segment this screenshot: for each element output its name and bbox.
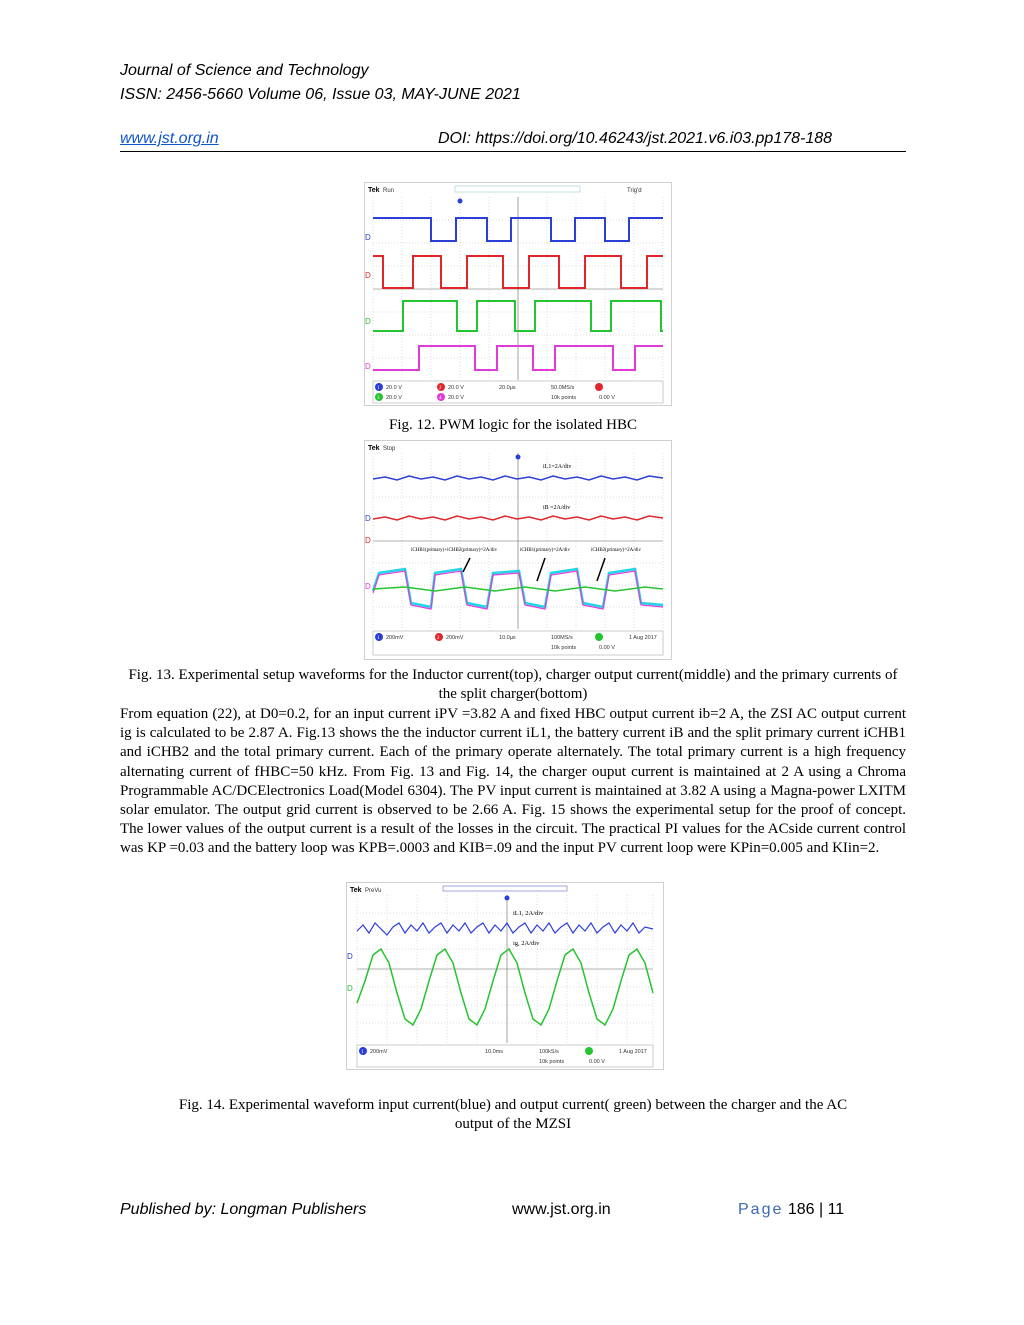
doi-line: DOI: https://doi.org/10.46243/jst.2021.v6.i03.pp178-188 — [438, 130, 833, 147]
footer-publisher: Published by: Longman Publishers — [120, 1201, 367, 1218]
fig13-rate: 100MS/s — [551, 635, 573, 641]
fig13-time: 10.0µs — [499, 635, 516, 641]
fig14-trigval: 0.00 V — [589, 1059, 605, 1065]
fig13-label-chb1: iCHB1(primary)=2A/div — [520, 548, 571, 553]
fig14-date: 1 Aug 2017 — [619, 1049, 647, 1055]
fig12-ch1: 20.0 V — [386, 385, 402, 391]
svg-text:4: 4 — [439, 396, 442, 401]
fig14-caption-line1: Fig. 14. Experimental waveform input current(blue) and output current( green) between the charger and the AC — [178, 1097, 848, 1113]
svg-text:2: 2 — [439, 386, 442, 391]
svg-text:D: D — [365, 582, 371, 591]
fig12-brand: Tek — [368, 187, 380, 194]
footer-page-number: 186 | 11 — [787, 1201, 845, 1218]
fig14-brand: Tek — [350, 887, 362, 894]
svg-text:D: D — [347, 952, 353, 961]
fig12-caption: Fig. 12. PWM logic for the isolated HBC — [389, 417, 637, 433]
journal-title: Journal of Science and Technology — [120, 62, 369, 79]
fig14-label-ig: ig, 2A/div — [513, 940, 540, 947]
fig14-caption-line2: output of the MZSI — [454, 1116, 572, 1132]
fig13-date: 1 Aug 2017 — [629, 635, 657, 641]
website-link[interactable]: www.jst.org.in — [120, 130, 219, 147]
svg-text:1: 1 — [377, 636, 380, 641]
fig14-ch1: 200mV — [370, 1049, 388, 1055]
fig14-rate: 100kS/s — [539, 1049, 559, 1055]
footer-page — [738, 1201, 844, 1219]
svg-text:1: 1 — [361, 1050, 364, 1055]
fig13-oscilloscope — [364, 440, 672, 660]
svg-text:3: 3 — [377, 396, 380, 401]
fig12-oscilloscope — [364, 182, 672, 406]
fig14-image — [347, 883, 663, 1069]
fig12-rate: 50.0MS/s — [551, 385, 575, 391]
fig13-image — [365, 441, 671, 659]
fig13-label-il1: iL1=2A/div — [543, 464, 572, 470]
fig14-points: 10k points — [539, 1059, 565, 1065]
svg-text:1: 1 — [377, 386, 380, 391]
fig13-label-ib: iB =2A/div — [543, 505, 571, 511]
header-rule — [120, 151, 906, 152]
fig13-ch1: 200mV — [386, 635, 404, 641]
issn-line: ISSN: 2456-5660 Volume 06, Issue 03, MAY-JUNE 2021 — [120, 86, 521, 103]
fig13-caption: Fig. 13. Experimental setup waveforms for the Inductor current(top), charger output current(middle) and the primary currents of the split charger(bottom) — [128, 667, 898, 702]
fig12-trigval: 0.00 V — [599, 395, 615, 401]
fig12-run: Run — [383, 188, 395, 194]
fig12-ch4: 20.0 V — [448, 395, 464, 401]
fig12-image — [365, 183, 671, 405]
fig13-ch2: 200mV — [446, 635, 464, 641]
fig13-label-chb2: iCHB2(primary)=2A/div — [591, 548, 642, 553]
svg-text:2: 2 — [437, 636, 440, 641]
fig13-points: 10k points — [551, 645, 577, 651]
fig12-ch3: 20.0 V — [386, 395, 402, 401]
svg-text:D: D — [365, 233, 371, 242]
fig13-trigval: 0.00 V — [599, 645, 615, 651]
footer-page-word: Page — [738, 1201, 784, 1218]
fig14-prevu: PreVu — [365, 888, 382, 894]
fig14-label-il1: iL1, 2A/div — [513, 910, 544, 917]
fig14-time: 10.0ms — [485, 1049, 504, 1055]
fig14-oscilloscope — [346, 882, 664, 1070]
fig13-stop: Stop — [383, 446, 396, 452]
footer-website[interactable]: www.jst.org.in — [512, 1201, 611, 1218]
fig12-points: 10k points — [551, 395, 577, 401]
svg-text:D: D — [365, 317, 371, 326]
body-paragraph: From equation (22), at D0=0.2, for an input current iPV =3.82 A and fixed HBC output current ib=2 A, the ZSI AC output current ig is calculated to be 2.87 A. Fig.13 shows the the inductor current iL1, the battery current iB and the split primary current iCHB1 and iCHB2 and the total primary current. Each of the primary operate alternately. The total primary current is a high frequency alternating current of fHBC=50 kHz. From Fig. 13 and Fig. 14, the charger ouput current is maintained at 2 A using a Chroma Programmable AC/DCElectronics Load(Model 6304). The PV input current is maintained at 3.82 A using a Magna-power LXITM solar emulator. The output grid current is observed to be 2.66 A. Fig. 15 shows the experimental setup for the proof of concept. The lower values of the output current is a result of the losses in the circuit. The practical PI values for the ACside current control was KP =0.03 and the battery loop was KPB=.0003 and KIB=.09 and the input PV current loop were KPin=0.005 and KIin=2. — [120, 706, 906, 857]
fig12-time: 20.0µs — [499, 385, 516, 391]
fig12-ch2: 20.0 V — [448, 385, 464, 391]
fig13-brand: Tek — [368, 445, 380, 452]
svg-text:D: D — [365, 536, 371, 545]
svg-text:D: D — [365, 271, 371, 280]
svg-text:D: D — [365, 362, 371, 371]
svg-text:D: D — [347, 984, 353, 993]
svg-text:D: D — [365, 514, 371, 523]
fig12-trig: Trig'd — [627, 188, 642, 194]
fig13-label-total: iCHB1(primary)+iCHB2(primary)=2A/div — [411, 548, 498, 553]
